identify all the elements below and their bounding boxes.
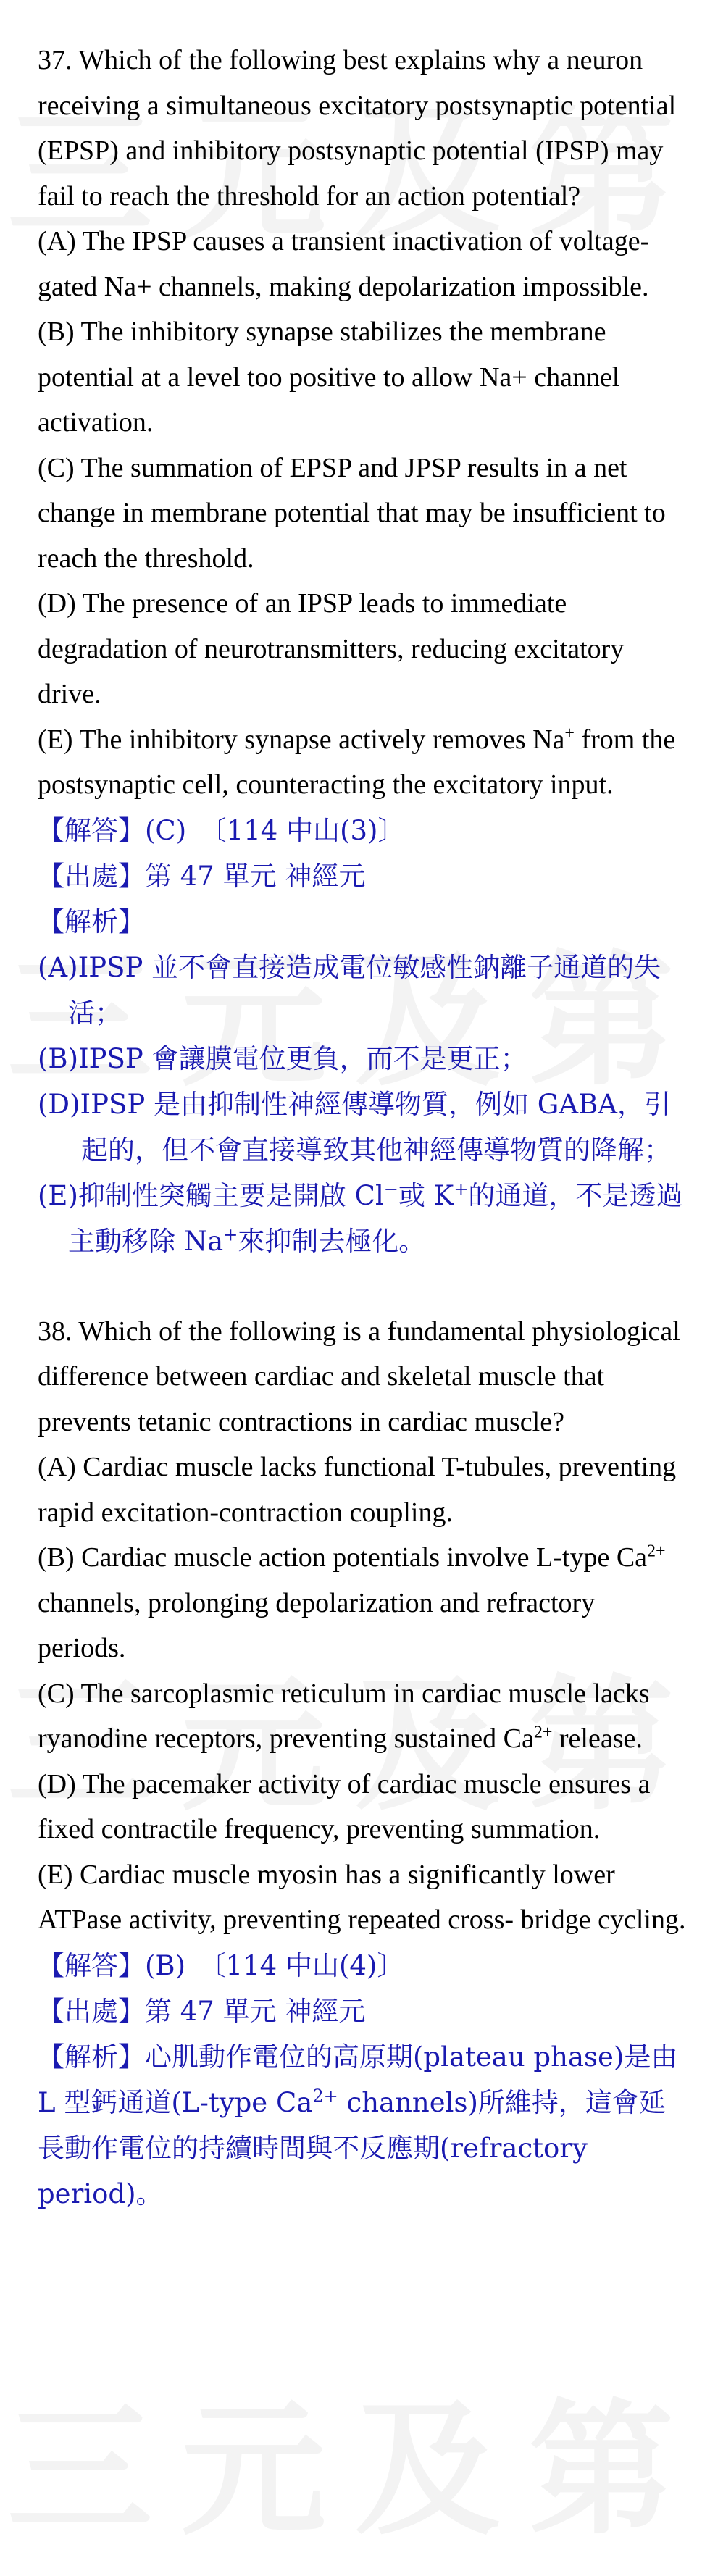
option-e: (E) The inhibitory synapse actively removes Na+ from the postsynaptic cell, counteracting the excitatory input. (38, 723, 676, 800)
option-c: (C) The sarcoplasmic reticulum in cardiac muscle lacks ryanodine receptors, preventing sustained $Ca^{2+}$ release. (38, 1678, 650, 1754)
answer-block-37 (38, 808, 690, 1264)
option-e: (E) Cardiac muscle myosin has a significantly lower ATPase activity, preventing repeated cross- bridge cycling. (38, 1859, 686, 1935)
answer-block-38 (38, 1943, 690, 2217)
option-b: (B) Cardiac muscle action potentials involve L-type $Ca^{2+}$ channels, prolonging depolarization and refractory periods. (38, 1542, 666, 1663)
analysis-item: (D)IPSP 是由抑制性神經傳導物質，例如 GABA，引起的，但不會直接導致其他神經傳導物質的降解； (38, 1088, 671, 1166)
question-stem: 38. Which of the following is a fundamental physiological difference between cardiac and skeletal muscle that prevents tetanic contractions in cardiac muscle? (38, 1316, 680, 1437)
option-b: (B) The inhibitory synapse stabilizes the membrane potential at a level too positive to allow Na+ channel activation. (38, 317, 620, 438)
analysis-text: 【解析】心肌動作電位的高原期(plateau phase)是由 L 型鈣通道(L-type $Ca^{2+}$ channels)所維持，這會延長動作電位的持續時間與不反應期(refractory period)。 (38, 2041, 678, 2209)
question-stem: 37. Which of the following best explains why a neuron receiving a simultaneous excitatory postsynaptic potential (EPSP) and inhibitory postsynaptic potential (IPSP) may fail to reach the threshold for an action potential? (38, 45, 677, 212)
source-line: 【出處】第 47 單元 神經元 (38, 860, 366, 892)
answer-line: 【解答】(C) 〔114 中山(3)〕 (38, 814, 405, 846)
analysis-item: (B)IPSP 會讓膜電位更負，而不是更正； (38, 1042, 527, 1074)
question-38 (38, 1309, 690, 1943)
option-d: (D) The pacemaker activity of cardiac muscle ensures a fixed contractile frequency, preventing summation. (38, 1768, 651, 1844)
source-line: 【出處】第 47 單元 神經元 (38, 1995, 366, 2027)
answer-line: 【解答】(B) 〔114 中山(4)〕 (38, 1949, 404, 1981)
option-a: (A) The IPSP causes a transient inactivation of voltage-gated Na+ channels, making depolarization impossible. (38, 226, 650, 302)
option-d: (D) The presence of an IPSP leads to immediate degradation of neurotransmitters, reducing excitatory drive. (38, 588, 625, 709)
option-c: (C) The summation of EPSP and JPSP results in a net change in membrane potential that may be insufficient to reach the threshold. (38, 452, 666, 574)
question-37 (38, 38, 690, 808)
watermark-text (0, 2354, 710, 2562)
analysis-item: (A)IPSP 並不會直接造成電位敏感性鈉離子通道的失活； (38, 951, 661, 1029)
analysis-item: (E)抑制性突觸主要是開啟 Cl−或 K+的通道，不是透過主動移除 Na+來抑制去極化。 (38, 1179, 683, 1257)
spacer (38, 1264, 690, 1309)
document-page (38, 38, 690, 2217)
analysis-label: 【解析】 (38, 906, 145, 937)
option-a: (A) Cardiac muscle lacks functional T-tubules, preventing rapid excitation-contraction coupling. (38, 1452, 677, 1528)
